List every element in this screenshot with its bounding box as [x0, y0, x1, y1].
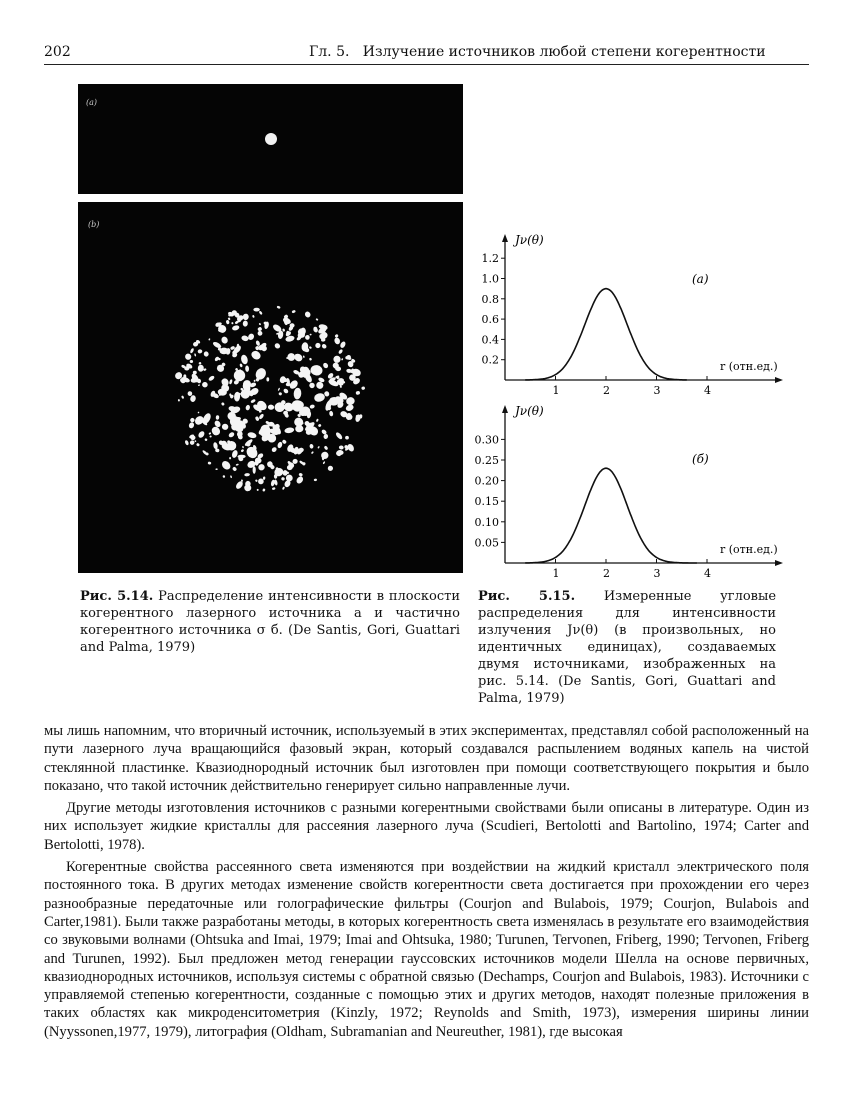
- panel-a-label: (a): [86, 98, 98, 107]
- svg-text:3: 3: [653, 567, 661, 580]
- svg-text:4: 4: [704, 567, 711, 580]
- svg-text:1: 1: [552, 567, 560, 580]
- caption-text: Измеренные угловые распределения для интенсивности излучения Jν(θ) (в произвольных, но идентичных единицах), создаваемых двумя источниками, изображенных на рис. 5.14. (De Santis, Gori, Guattari and Palma, 1979): [478, 589, 777, 706]
- svg-text:0.25: 0.25: [474, 454, 499, 467]
- svg-text:1: 1: [552, 384, 560, 397]
- svg-text:r (отн.ед.): r (отн.ед.): [720, 543, 778, 556]
- svg-text:2: 2: [603, 384, 610, 397]
- y-axis-label: Jν(θ): [515, 233, 544, 247]
- svg-text:1.2: 1.2: [481, 252, 499, 266]
- y-axis-label: Jν(θ): [515, 404, 544, 418]
- figure-5-15-chart-b: [462, 403, 792, 583]
- svg-text:0.10: 0.10: [474, 515, 499, 529]
- running-title: Гл. 5. Излучение источников любой степени когерентности: [309, 44, 766, 60]
- svg-text:(a): (a): [692, 272, 709, 286]
- paragraph: Другие методы изготовления источников с разными когерентными свойствами были описаны в литературе. Один из них использует жидкие кристаллы для рассеяния лазерного луча (Scudieri, Bertolotti and Bartolino, 1974; Carter and Bertolotti, 1978).: [44, 800, 809, 853]
- figure-5-15-chart-a: [462, 228, 792, 398]
- speckle-pattern: [78, 202, 463, 573]
- caption-text: Распределение интенсивности в плоскости когерентного лазерного источника a и частично когерентного источника σ б. (De Santis, Gori, Guattari and Palma, 1979): [80, 589, 460, 655]
- svg-text:0.6: 0.6: [481, 313, 499, 327]
- page-number: 202: [44, 44, 71, 60]
- svg-text:1.0: 1.0: [481, 272, 499, 286]
- svg-text:0.4: 0.4: [481, 333, 499, 347]
- svg-text:0.30: 0.30: [474, 433, 499, 447]
- figure-5-14-caption: [80, 588, 460, 656]
- figure-5-14-panel-a: [78, 84, 463, 194]
- paragraph: мы лишь напомним, что вторичный источник, используемый в этих экспериментах, представлял собой расположенный на пути лазерного луча вращающийся фазовый экран, который создавался распылением водяных капель на чистой стеклянной пластинке. Квазиоднородный источник был изготовлен при помощи соответствующего покрытия и было показано, что такой источник действительно генерирует сильно направленные лучи.: [44, 723, 809, 794]
- caption-label: Рис. 5.14.: [80, 589, 154, 604]
- svg-text:0.15: 0.15: [474, 495, 499, 509]
- panel-b-label: (b): [88, 220, 100, 229]
- caption-label: Рис. 5.15.: [478, 589, 576, 604]
- data-curve: [525, 468, 697, 563]
- svg-text:r (отн.ед.): r (отн.ед.): [720, 360, 778, 373]
- running-header: [44, 44, 809, 65]
- svg-text:0.05: 0.05: [474, 536, 499, 550]
- svg-text:0.20: 0.20: [474, 474, 499, 488]
- svg-text:3: 3: [653, 384, 661, 397]
- body-text: [44, 722, 809, 1045]
- laser-spot: [265, 133, 277, 145]
- figure-5-14-panel-b: [78, 202, 463, 573]
- data-curve: [525, 289, 687, 380]
- svg-text:0.2: 0.2: [481, 353, 499, 367]
- paragraph: Когерентные свойства рассеянного света изменяются при воздействии на жидкий кристалл электрического поля постоянного тока. В других методах изменение свойств когерентности света достигается при прохождении его через разнообразные передаточные или голографические фильтры (Courjon and Bulabois, 1979; Courjon, Bulabois and Carter,1981). Были также разработаны методы, в которых когерентность света изменялась в результате его взаимодействия со звуковыми волнами (Ohtsuka and Imai, 1979; Imai and Ohtsuka, 1980; Turunen, Tervonen, Friberg, 1990; Tervonen, Friberg and Turunen, 1992). Был предложен метод генерации гауссовских источников модели Шелла на основе первичных, квазиоднородных источников, используя системы с обратной связью (Dechamps, Courjon and Bulabois, 1983). Источники с управляемой степенью когерентности, созданные с помощью этих и других методов, находят полезные приложения в таких областях как микроденситометрия (Kinzly, 1972; Reynolds and Smith, 1973), измерения ширины линии (Nyyssonen,1977, 1979), литография (Oldham, Subramanian and Neureuther, 1981), где высокая: [44, 859, 809, 1040]
- figure-5-15-caption: [478, 588, 776, 707]
- svg-text:0.8: 0.8: [481, 292, 499, 306]
- svg-text:(б): (б): [692, 452, 709, 466]
- svg-text:2: 2: [603, 567, 610, 580]
- svg-text:4: 4: [704, 384, 711, 397]
